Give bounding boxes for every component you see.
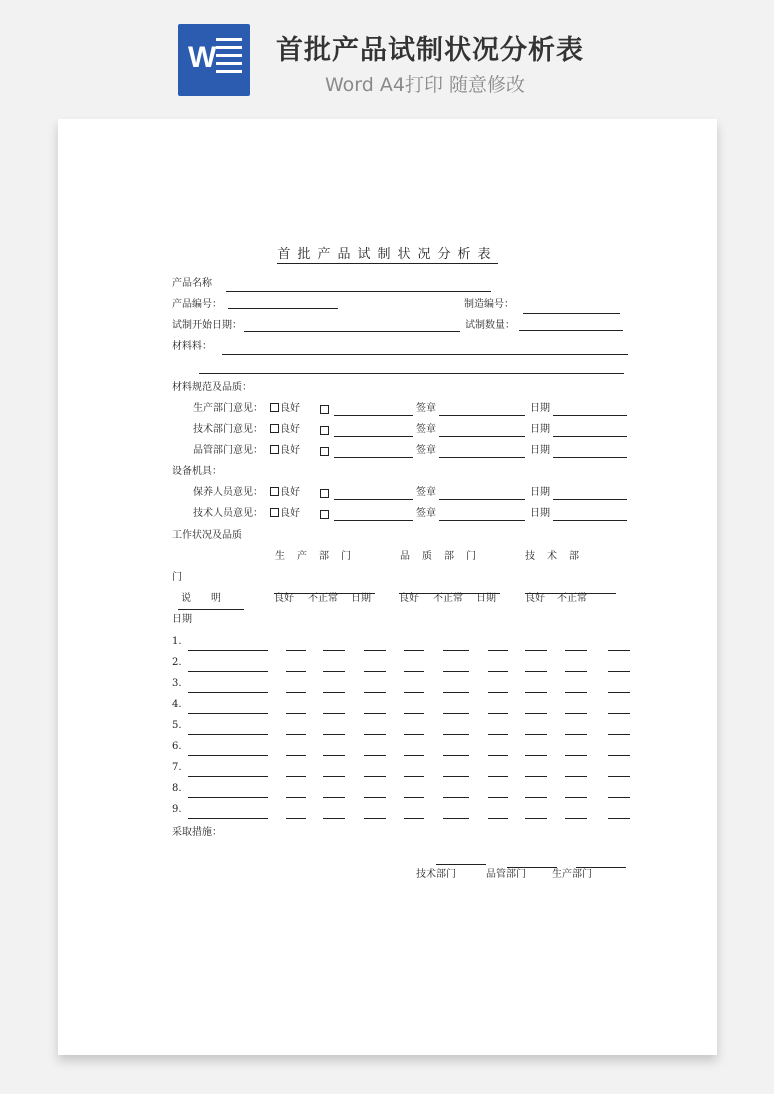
material-row-date-label: 日期 xyxy=(530,403,550,414)
material-row-good-option[interactable] xyxy=(270,424,300,436)
work-row-cell-line[interactable] xyxy=(286,713,306,714)
equipment-row-date-line[interactable] xyxy=(553,499,627,500)
work-row-cell-line[interactable] xyxy=(364,776,386,777)
equipment-row-date-line[interactable] xyxy=(553,520,627,521)
material-row-date-line[interactable] xyxy=(553,415,627,416)
material-row-date-label: 日期 xyxy=(530,424,550,435)
work-row-cell-line[interactable] xyxy=(525,692,547,693)
work-row-number: 1. xyxy=(172,636,182,647)
material-row-date-label: 日期 xyxy=(530,445,550,456)
banner-header xyxy=(0,0,774,110)
checkbox-icon[interactable] xyxy=(270,508,279,517)
equipment-row-good-option[interactable] xyxy=(270,487,300,499)
sub-abnormal-3: 不正常 xyxy=(557,593,587,604)
work-row-cell-line[interactable] xyxy=(608,713,630,714)
equipment-row-label: 技术人员意见： xyxy=(193,508,263,519)
work-row-number: 2. xyxy=(172,657,182,668)
equipment-row-sign-label: 签章 xyxy=(416,508,436,519)
field-product-name[interactable] xyxy=(226,291,491,292)
work-row-cell-line[interactable] xyxy=(608,692,630,693)
label-trial-qty: 试制数量： xyxy=(465,320,515,331)
work-row-cell-line[interactable] xyxy=(608,734,630,735)
work-row-cell-line[interactable] xyxy=(286,650,306,651)
signoff-tech-line[interactable] xyxy=(436,864,486,865)
sub-good-2: 良好 xyxy=(399,593,419,604)
work-row-explain-line[interactable] xyxy=(188,713,268,714)
equipment-row-opinion-line[interactable] xyxy=(334,520,413,521)
checkbox-icon[interactable] xyxy=(270,487,279,496)
label-product-no: 产品编号： xyxy=(172,299,222,310)
signoff-qc-line[interactable] xyxy=(507,867,557,868)
equipment-row-date-label: 日期 xyxy=(530,508,550,519)
work-row-cell-line[interactable] xyxy=(565,692,587,693)
work-row-explain-line[interactable] xyxy=(188,734,268,735)
work-row-cell-line[interactable] xyxy=(443,797,469,798)
checkbox-icon[interactable] xyxy=(270,445,279,454)
sub-date-2: 日期 xyxy=(476,593,496,604)
work-section-heading: 工作状况及品质 xyxy=(172,530,242,541)
field-trial-qty[interactable] xyxy=(519,330,623,331)
work-row-cell-line[interactable] xyxy=(286,755,306,756)
work-row-explain-line[interactable] xyxy=(188,797,268,798)
work-row-cell-line[interactable] xyxy=(323,797,345,798)
work-row-cell-line[interactable] xyxy=(404,713,424,714)
work-row-cell-line[interactable] xyxy=(323,776,345,777)
work-row-cell-line[interactable] xyxy=(565,797,587,798)
work-row-cell-line[interactable] xyxy=(404,755,424,756)
work-row-cell-line[interactable] xyxy=(443,650,469,651)
work-row-cell-line[interactable] xyxy=(443,734,469,735)
work-row-number: 7. xyxy=(172,762,182,773)
work-row-cell-line[interactable] xyxy=(488,734,508,735)
material-row-sign-line[interactable] xyxy=(439,415,525,416)
signoff-prod-label: 生产部门 xyxy=(552,869,592,880)
material-row-good-option[interactable] xyxy=(270,445,300,457)
material-row-sign-label: 签章 xyxy=(416,403,436,414)
sub-abnormal-1: 不正常 xyxy=(308,593,338,604)
checkbox-icon[interactable] xyxy=(320,426,329,435)
work-row-cell-line[interactable] xyxy=(608,818,630,819)
document-title: 首批产品试制状况分析表 xyxy=(277,247,498,262)
equipment-row-sign-line[interactable] xyxy=(439,499,525,500)
work-row-cell-line[interactable] xyxy=(404,692,424,693)
work-row-cell-line[interactable] xyxy=(525,776,547,777)
work-row-cell-line[interactable] xyxy=(323,818,345,819)
work-row-cell-line[interactable] xyxy=(525,818,547,819)
dept-production-header: 生 产 部 门 xyxy=(275,551,352,562)
work-row-cell-line[interactable] xyxy=(364,671,386,672)
work-row-number: 3. xyxy=(172,678,182,689)
field-product-no[interactable] xyxy=(228,308,338,309)
measures-label: 采取措施： xyxy=(172,827,222,838)
material-row-sign-line[interactable] xyxy=(439,457,525,458)
work-row-cell-line[interactable] xyxy=(286,776,306,777)
work-row-number: 6. xyxy=(172,741,182,752)
checkbox-icon[interactable] xyxy=(270,424,279,433)
work-row-cell-line[interactable] xyxy=(404,818,424,819)
work-row-cell-line[interactable] xyxy=(565,650,587,651)
work-row-cell-line[interactable] xyxy=(488,755,508,756)
material-row-good-option[interactable] xyxy=(270,403,300,415)
work-row-number: 4. xyxy=(172,699,182,710)
work-row-cell-line[interactable] xyxy=(364,692,386,693)
sub-good-1: 良好 xyxy=(274,593,294,604)
checkbox-icon[interactable] xyxy=(320,447,329,456)
work-row-cell-line[interactable] xyxy=(364,755,386,756)
work-row-cell-line[interactable] xyxy=(443,755,469,756)
work-row-cell-line[interactable] xyxy=(488,692,508,693)
work-row-cell-line[interactable] xyxy=(488,650,508,651)
equipment-row-sign-line[interactable] xyxy=(439,520,525,521)
work-row-cell-line[interactable] xyxy=(323,671,345,672)
work-row-cell-line[interactable] xyxy=(488,818,508,819)
work-row-cell-line[interactable] xyxy=(286,692,306,693)
work-row-cell-line[interactable] xyxy=(565,776,587,777)
signoff-prod-line[interactable] xyxy=(576,867,626,868)
equipment-row-opinion-line[interactable] xyxy=(334,499,413,500)
work-row-cell-line[interactable] xyxy=(364,818,386,819)
sub-abnormal-2: 不正常 xyxy=(433,593,463,604)
document-page xyxy=(58,119,717,1055)
work-row-cell-line[interactable] xyxy=(488,776,508,777)
work-row-cell-line[interactable] xyxy=(364,797,386,798)
material-row-label: 生产部门意见： xyxy=(193,403,263,414)
checkbox-icon[interactable] xyxy=(270,403,279,412)
work-row-cell-line[interactable] xyxy=(443,776,469,777)
work-row-cell-line[interactable] xyxy=(565,671,587,672)
signoff-tech-label: 技术部门 xyxy=(416,869,456,880)
work-row-cell-line[interactable] xyxy=(608,776,630,777)
work-row-explain-line[interactable] xyxy=(188,671,268,672)
label-trial-start: 试制开始日期： xyxy=(172,320,242,331)
work-row-cell-line[interactable] xyxy=(404,797,424,798)
date-label: 日期 xyxy=(172,614,192,625)
work-row-cell-line[interactable] xyxy=(364,713,386,714)
work-row-cell-line[interactable] xyxy=(323,713,345,714)
work-row-cell-line[interactable] xyxy=(608,797,630,798)
work-row-cell-line[interactable] xyxy=(323,755,345,756)
checkbox-icon[interactable] xyxy=(320,489,329,498)
work-row-cell-line[interactable] xyxy=(565,818,587,819)
material-row-date-line[interactable] xyxy=(553,436,627,437)
good-label: 良好 xyxy=(280,508,300,519)
work-row-cell-line[interactable] xyxy=(608,650,630,651)
label-material: 材料料： xyxy=(172,341,212,352)
work-row-cell-line[interactable] xyxy=(286,671,306,672)
work-row-cell-line[interactable] xyxy=(323,734,345,735)
work-row-cell-line[interactable] xyxy=(525,734,547,735)
dept-tech-header-wrap: 门 xyxy=(172,572,182,583)
field-material-1[interactable] xyxy=(222,354,628,355)
field-material-2[interactable] xyxy=(199,373,624,374)
work-row-cell-line[interactable] xyxy=(443,671,469,672)
field-make-no[interactable] xyxy=(523,313,620,314)
equipment-row-sign-label: 签章 xyxy=(416,487,436,498)
work-row-cell-line[interactable] xyxy=(404,650,424,651)
work-row-cell-line[interactable] xyxy=(364,650,386,651)
work-row-cell-line[interactable] xyxy=(488,671,508,672)
work-row-explain-line[interactable] xyxy=(188,818,268,819)
work-row-cell-line[interactable] xyxy=(565,755,587,756)
work-row-explain-line[interactable] xyxy=(188,650,268,651)
work-row-cell-line[interactable] xyxy=(565,734,587,735)
material-row-date-line[interactable] xyxy=(553,457,627,458)
work-row-cell-line[interactable] xyxy=(488,713,508,714)
equipment-section-heading: 设备机具： xyxy=(172,466,222,477)
material-row-sign-label: 签章 xyxy=(416,424,436,435)
work-row-cell-line[interactable] xyxy=(404,734,424,735)
work-row-cell-line[interactable] xyxy=(404,671,424,672)
banner-title: 首批产品试制状况分析表 xyxy=(276,35,584,66)
document-body xyxy=(58,119,717,1055)
work-row-cell-line[interactable] xyxy=(488,797,508,798)
work-row-cell-line[interactable] xyxy=(525,755,547,756)
material-row-opinion-line[interactable] xyxy=(334,457,413,458)
explain-underline xyxy=(178,609,244,610)
label-product-name: 产品名称 xyxy=(172,278,212,289)
equipment-row-label: 保养人员意见： xyxy=(193,487,263,498)
good-label: 良好 xyxy=(280,445,300,456)
dept-tech-header: 技 术 部 xyxy=(525,551,580,562)
material-row-sign-line[interactable] xyxy=(439,436,525,437)
work-row-explain-line[interactable] xyxy=(188,776,268,777)
work-row-cell-line[interactable] xyxy=(443,818,469,819)
equipment-row-good-option[interactable] xyxy=(270,508,300,520)
good-label: 良好 xyxy=(280,403,300,414)
work-row-explain-line[interactable] xyxy=(188,692,268,693)
good-label: 良好 xyxy=(280,487,300,498)
word-document-icon xyxy=(178,24,250,96)
work-row-cell-line[interactable] xyxy=(443,692,469,693)
work-row-cell-line[interactable] xyxy=(323,692,345,693)
work-row-cell-line[interactable] xyxy=(286,734,306,735)
work-row-cell-line[interactable] xyxy=(525,650,547,651)
work-row-cell-line[interactable] xyxy=(525,671,547,672)
work-row-cell-line[interactable] xyxy=(364,734,386,735)
work-row-cell-line[interactable] xyxy=(608,755,630,756)
field-trial-start[interactable] xyxy=(244,331,460,332)
work-row-cell-line[interactable] xyxy=(608,671,630,672)
work-row-number: 5. xyxy=(172,720,182,731)
work-row-cell-line[interactable] xyxy=(286,818,306,819)
work-row-cell-line[interactable] xyxy=(525,797,547,798)
checkbox-icon[interactable] xyxy=(320,405,329,414)
label-make-no: 制造编号： xyxy=(464,299,514,310)
equipment-row-date-label: 日期 xyxy=(530,487,550,498)
material-row-sign-label: 签章 xyxy=(416,445,436,456)
work-row-cell-line[interactable] xyxy=(286,797,306,798)
work-row-explain-line[interactable] xyxy=(188,755,268,756)
work-row-cell-line[interactable] xyxy=(525,713,547,714)
work-row-number: 8. xyxy=(172,783,182,794)
word-icon-letter: W xyxy=(188,41,217,74)
explain-header: 说 明 xyxy=(181,593,221,604)
material-row-label: 品管部门意见： xyxy=(193,445,263,456)
work-row-cell-line[interactable] xyxy=(404,776,424,777)
material-section-heading: 材料规范及品质： xyxy=(172,382,252,393)
checkbox-icon[interactable] xyxy=(320,510,329,519)
material-row-label: 技术部门意见： xyxy=(193,424,263,435)
banner-subtitle: Word A4打印 随意修改 xyxy=(325,74,526,96)
work-row-cell-line[interactable] xyxy=(565,713,587,714)
good-label: 良好 xyxy=(280,424,300,435)
sub-good-3: 良好 xyxy=(525,593,545,604)
material-row-opinion-line[interactable] xyxy=(334,415,413,416)
work-row-number: 9. xyxy=(172,804,182,815)
dept-quality-header: 品 质 部 门 xyxy=(400,551,477,562)
material-row-opinion-line[interactable] xyxy=(334,436,413,437)
work-row-cell-line[interactable] xyxy=(443,713,469,714)
work-row-cell-line[interactable] xyxy=(323,650,345,651)
sub-date-1: 日期 xyxy=(351,593,371,604)
signoff-qc-label: 品管部门 xyxy=(486,869,526,880)
